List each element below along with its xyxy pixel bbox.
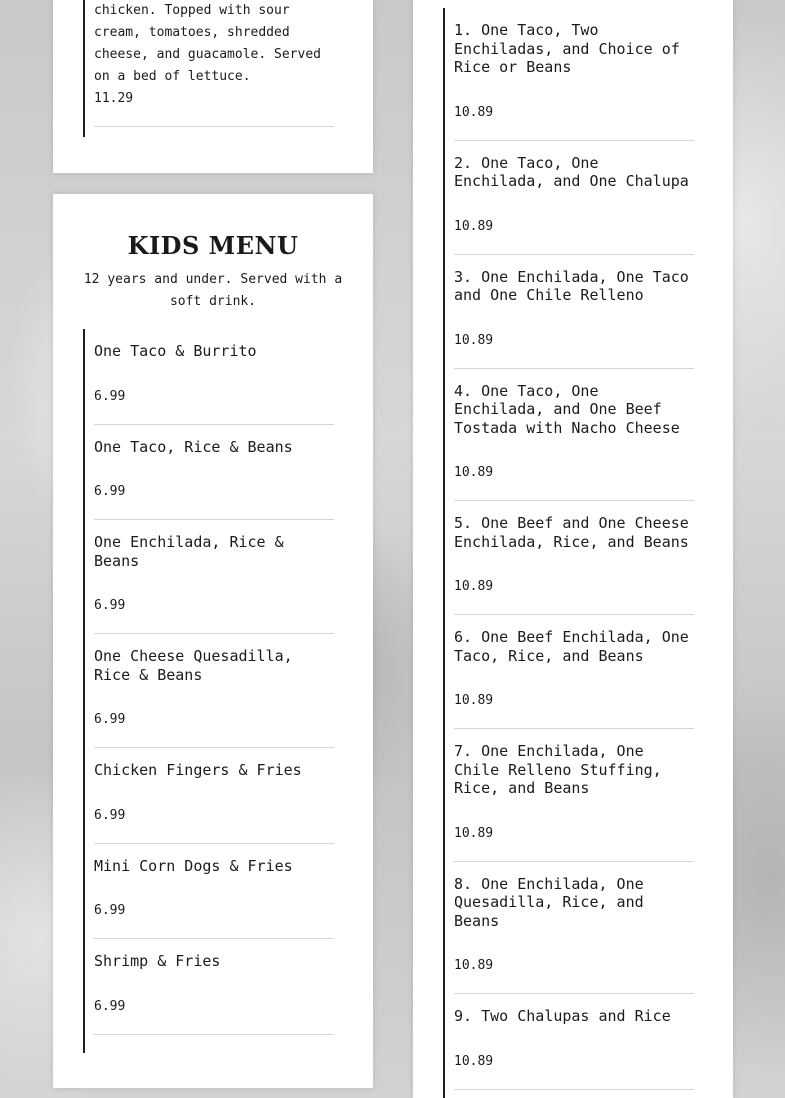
menu-item-price: 6.99 [94, 807, 126, 823]
menu-item-name: 1. One Taco, Two Enchiladas, and Choice of Rice or Beans [454, 21, 680, 76]
menu-item [454, 8, 694, 141]
previous-item-card [53, 0, 373, 173]
menu-item [94, 329, 334, 425]
menu-item-name: 8. One Enchilada, One Quesadilla, Rice, and Beans [454, 874, 644, 930]
menu-item [94, 425, 334, 521]
item-separator [94, 126, 334, 127]
menu-item-price: 10.89 [454, 104, 494, 120]
menu-item-name: 5. One Beef and One Cheese Enchilada, Rice, and Beans [454, 514, 689, 551]
menu-item [454, 615, 694, 729]
menu-item-price: 10.89 [454, 693, 494, 708]
item-divider-line [83, 0, 85, 137]
menu-item-name: One Enchilada, Rice & Beans [94, 533, 284, 570]
menu-item-name: One Taco, Rice & Beans [94, 437, 293, 456]
menu-item-price: 6.99 [94, 903, 126, 918]
menu-item [454, 501, 694, 615]
menu-item-name: Chicken Fingers & Fries [94, 761, 302, 779]
menu-item-price: 6.99 [94, 998, 126, 1014]
menu-item-price: 10.89 [454, 465, 494, 480]
menu-item [454, 862, 694, 995]
menu-item-price: 6.99 [94, 598, 126, 613]
menu-item-name: Mini Corn Dogs & Fries [94, 856, 293, 875]
menu-item-price: 6.99 [94, 712, 126, 727]
menu-item [454, 994, 694, 1090]
menu-item-price: 10.89 [454, 958, 494, 973]
kids-menu-subtitle: 12 years and under. Served with a soft drink. [83, 272, 343, 309]
item-price: 11.29 [94, 91, 134, 106]
menu-item [94, 634, 334, 748]
item-description: chicken. Topped with sour cream, tomatoes, shredded cheese, and guacamole. Served on a bed of lettuce. [94, 3, 321, 84]
menu-item-name: 6. One Beef Enchilada, One Taco, Rice, and Beans [454, 628, 689, 665]
menu-item-price: 10.89 [454, 1053, 494, 1069]
menu-item [454, 729, 694, 862]
menu-item-name: 7. One Enchilada, One Chile Relleno Stuffing, Rice, and Beans [454, 742, 662, 797]
menu-item-name: 2. One Taco, One Enchilada, and One Chalupa [454, 153, 689, 190]
kids-menu-title: KIDS MENU [127, 231, 299, 260]
menu-item [454, 255, 694, 369]
menu-item [94, 748, 334, 844]
kids-menu-list [94, 329, 334, 1035]
menu-item-price: 10.89 [454, 825, 494, 841]
menu-item-name: One Cheese Quesadilla, Rice & Beans [94, 647, 293, 684]
menu-item [94, 520, 334, 634]
combination-plates-card [413, 0, 733, 1098]
menu-item-price: 10.89 [454, 332, 494, 348]
menu-item [94, 939, 334, 1035]
menu-item-price: 10.89 [454, 218, 494, 234]
menu-item [454, 141, 694, 255]
menu-item-name: 9. Two Chalupas and Rice [454, 1007, 671, 1025]
menu-item-name: Shrimp & Fries [94, 952, 221, 970]
menu-item-price: 6.99 [94, 388, 126, 404]
menu-item-name: 4. One Taco, One Enchilada, and One Beef Tostada with Nacho Cheese [454, 381, 680, 437]
menu-item-price: 10.89 [454, 579, 494, 594]
item-divider-line [83, 329, 85, 1053]
kids-menu-card [53, 194, 373, 1088]
menu-item [94, 844, 334, 940]
menu-item [454, 369, 694, 502]
combination-list [454, 8, 694, 1090]
menu-item-name: 3. One Enchilada, One Taco and One Chile Relleno [454, 267, 689, 304]
menu-item-name: One Taco & Burrito [94, 342, 257, 360]
item-divider-line [443, 8, 445, 1098]
menu-item-price: 6.99 [94, 484, 126, 499]
